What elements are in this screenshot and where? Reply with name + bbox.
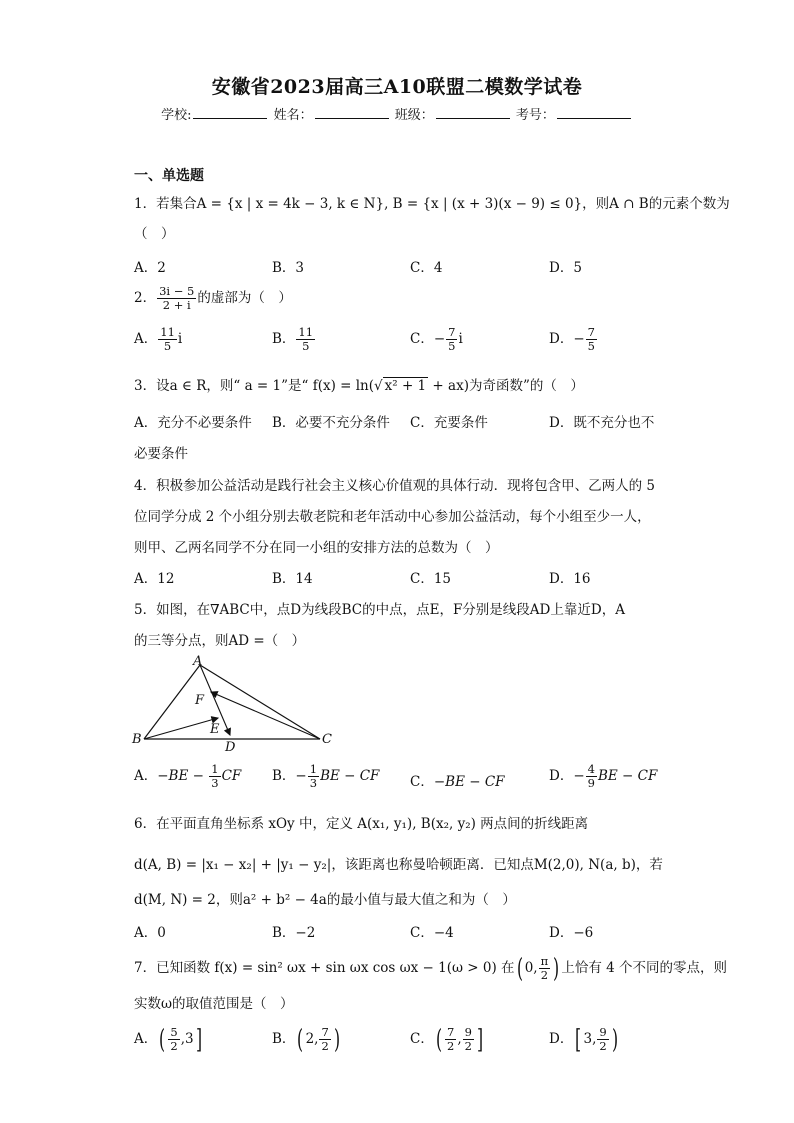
- q2-stem: 2． $\frac{3i - 5}{2 + i}$ 的虚部为（ ）: [134, 284, 292, 312]
- triangle-figure: [130, 655, 340, 753]
- label-d: D: [225, 740, 236, 753]
- exam-no-blank[interactable]: [557, 106, 631, 119]
- q6-option-c[interactable]: C．−4: [410, 925, 454, 941]
- q1-stem: 1．若集合A = {x | x = 4k − 3, k ∈ N}, B = {x | (x + 3)(x − 9) ≤ 0}，则A ∩ B的元素个数为: [134, 196, 730, 212]
- label-b: B: [132, 732, 142, 747]
- q1-paren: （ ）: [134, 226, 175, 242]
- q7-line-2: 实数ω的取值范围是（ ）: [134, 996, 294, 1012]
- q4-option-c[interactable]: C．15: [410, 571, 452, 587]
- section-heading: 一、单选题: [134, 168, 204, 184]
- school-blank[interactable]: [193, 106, 267, 119]
- q4-line-2: 位同学分成 2 个小组分别去敬老院和老年活动中心参加公益活动，每个小组至少一人，: [134, 509, 651, 525]
- q7-option-b[interactable]: B．( 2, $\frac{7}{2}$ ): [272, 1024, 340, 1055]
- q1-option-a[interactable]: A．2: [134, 260, 166, 276]
- q2-option-d[interactable]: D．− $\frac{7}{5}$: [549, 325, 595, 353]
- name-label: 姓名：: [273, 108, 313, 123]
- paper-title: 安徽省2023届高三A10联盟二模数学试卷: [211, 76, 583, 98]
- q3-stem: 3．设a ∈ R，则“ a = 1”是“ f(x) = ln(√ x² + 1 + ax)为奇函数”的（ ）: [134, 378, 584, 394]
- name-blank[interactable]: [315, 106, 389, 119]
- q3-option-a[interactable]: A．充分不必要条件: [134, 415, 252, 431]
- q5-option-a[interactable]: A．−BE − $\frac{1}{3}$ CF: [134, 762, 242, 790]
- student-info-line: [0, 104, 794, 123]
- q7-line-1: 7．已知函数 f(x) = sin² ωx + sin ωx cos ωx − 1(ω > 0) 在( 0, $\frac{\pi}{2}$ ) 上恰有 4 个不同的零点，则: [134, 953, 727, 984]
- vector-cf: [211, 692, 320, 739]
- q2-fraction: $\frac{3i - 5}{2 + i}$: [159, 284, 195, 312]
- exam-no-label: 考号：: [515, 108, 555, 123]
- q3-option-c[interactable]: C．充要条件: [410, 415, 488, 431]
- label-a: A: [193, 655, 203, 669]
- q4-option-a[interactable]: A．12: [134, 571, 175, 587]
- q2-option-a[interactable]: A． $\frac{11}{5}$ i: [134, 325, 183, 353]
- q5-line-2: 的三等分点，则AD =（ ）: [134, 633, 306, 649]
- q6-option-d[interactable]: D．−6: [549, 925, 594, 941]
- q6-line-2: d(A, B) = |x₁ − x₂| + |y₁ − y₂|，该距离也称曼哈顿距离．已知点M(2,0), N(a, b)，若: [134, 857, 663, 873]
- q7-option-d[interactable]: D．[ 3, $\frac{9}{2}$ ): [549, 1024, 618, 1055]
- q5-option-c[interactable]: C．−BE − CF: [410, 774, 505, 790]
- q4-option-b[interactable]: B．14: [272, 571, 313, 587]
- q5-option-b[interactable]: B．− $\frac{1}{3}$ BE − CF: [272, 762, 380, 790]
- label-f: F: [195, 693, 205, 708]
- q3-option-d[interactable]: D．既不充分也不: [549, 415, 655, 431]
- q2-option-b[interactable]: B． $\frac{11}{5}$: [272, 325, 314, 353]
- q4-line-3: 则甲、乙两名同学不分在同一小组的安排方法的总数为（ ）: [134, 540, 499, 556]
- side-ab: [144, 665, 200, 739]
- vector-be: [144, 718, 218, 739]
- label-e: E: [210, 722, 220, 737]
- q6-line-3: d(M, N) = 2，则a² + b² − 4a的最小值与最大值之和为（ ）: [134, 892, 516, 908]
- q4-option-d[interactable]: D．16: [549, 571, 591, 587]
- q6-option-a[interactable]: A．0: [134, 925, 166, 941]
- q5-line-1: 5．如图，在∇ABC中，点D为线段BC的中点，点E，F分别是线段AD上靠近D，A: [134, 602, 625, 618]
- q6-option-b[interactable]: B．−2: [272, 925, 316, 941]
- school-label: 学校:: [161, 108, 192, 123]
- q4-line-1: 4．积极参加公益活动是践行社会主义核心价值观的具体行动．现将包含甲、乙两人的 5: [134, 478, 655, 494]
- q3-option-d-tail: 必要条件: [134, 446, 188, 462]
- q7-option-a[interactable]: A．( $\frac{5}{2}$ ,3]: [134, 1024, 202, 1055]
- label-c: C: [322, 732, 332, 747]
- class-label: 班级：: [394, 108, 434, 123]
- q2-option-c[interactable]: C．− $\frac{7}{5}$ i: [410, 325, 463, 353]
- q5-option-d[interactable]: D．− $\frac{4}{9}$ BE − CF: [549, 762, 658, 790]
- q1-option-b[interactable]: B．3: [272, 260, 305, 276]
- q1-option-c[interactable]: C．4: [410, 260, 443, 276]
- q6-line-1: 6．在平面直角坐标系 xOy 中，定义 A(x₁, y₁), B(x₂, y₂) 两点间的折线距离: [134, 816, 589, 832]
- q3-option-b[interactable]: B．必要不充分条件: [272, 415, 390, 431]
- class-blank[interactable]: [436, 106, 510, 119]
- q7-option-c[interactable]: C．( $\frac{7}{2}$ , $\frac{9}{2}$ ]: [410, 1024, 484, 1055]
- q1-option-d[interactable]: D．5: [549, 260, 582, 276]
